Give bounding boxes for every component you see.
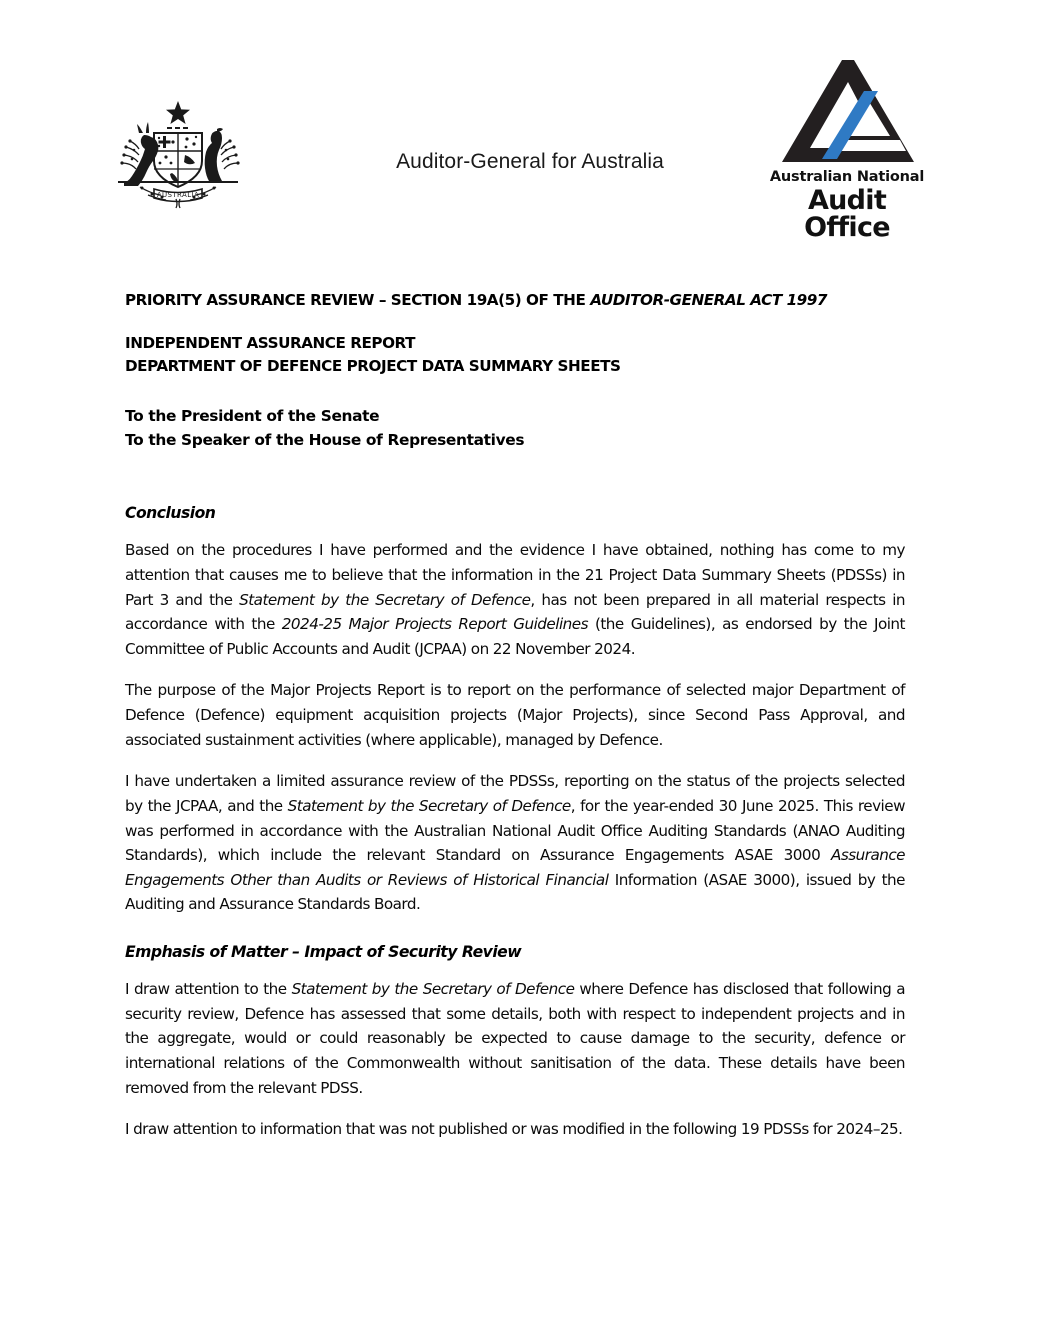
- conclusion-paragraph-3: [125, 769, 905, 917]
- document-title: [125, 290, 905, 311]
- conclusion-p1-italic-statement: Statement by the Secretary of Defence: [239, 590, 531, 609]
- conclusion-p3-italic-asae: Assurance Engagements Other than Audits or Reviews of Historical Financial: [125, 846, 905, 889]
- document-title-act: AUDITOR-GENERAL ACT 1997: [590, 291, 828, 309]
- conclusion-p1-italic-guidelines: 2024-25 Major Projects Report Guidelines: [281, 615, 588, 634]
- conclusion-heading: Conclusion: [125, 504, 216, 523]
- conclusion-p3-italic-statement: Statement by the Secretary of Defence: [287, 796, 571, 815]
- document-subtitle-line1: INDEPENDENT ASSURANCE REPORT: [125, 333, 416, 352]
- anao-wordmark: [762, 170, 932, 241]
- svg-text:AUSTRALIA: AUSTRALIA: [156, 191, 200, 199]
- emphasis-p1-seg3: where Defence has disclosed that following a security review, Defence has assessed that some details, both with respect to independent projects and in the aggregate, would or could reasonably be expected to cause damage to the security, defence or international relations of the Commonwealth without sanitisation of the data. These details have been removed from the relevant PDSS.: [125, 980, 905, 1097]
- emphasis-paragraph-1: [125, 977, 905, 1100]
- anao-logo: [762, 58, 932, 243]
- emphasis-p1-italic-statement: Statement by the Secretary of Defence: [291, 980, 575, 999]
- document-subtitle: [125, 332, 905, 378]
- conclusion-p1-seg1: Based on the procedures I have performed and the evidence I have obtained, nothing has come to my attention that causes me to believe that the information in the 21 Project Data Summary Sheets (PDSSs) in Part 3 and the: [125, 541, 905, 609]
- commonwealth-coat-of-arms-icon: [88, 95, 268, 210]
- conclusion-p3-seg1: I have undertaken a limited assurance review of the PDSSs, reporting on the status of the projects selected by the JCPAA, and the: [125, 772, 905, 815]
- emphasis-p1-seg1: I draw attention to the: [125, 980, 292, 999]
- document-masthead: [0, 0, 1037, 243]
- anao-triangle-logo-icon: [780, 58, 916, 170]
- document-title-prefix: PRIORITY ASSURANCE REVIEW – SECTION 19A(5) OF THE: [125, 291, 591, 309]
- conclusion-p3-seg3: , for the year-ended 30 June 2025. This review was performed in accordance with the Australian National Audit Office Auditing Standards (ANAO Auditing Standards), which include the relevant Standard on Assurance Engagements ASAE 3000: [125, 796, 905, 865]
- anao-wordmark-line1: Australian National: [769, 169, 925, 185]
- document-subtitle-line2: DEPARTMENT OF DEFENCE PROJECT DATA SUMMARY SHEETS: [125, 356, 621, 375]
- emphasis-paragraph-2: I draw attention to information that was not published or was modified in the following 19 PDSSs for 2024–25.: [125, 1120, 903, 1139]
- conclusion-p1-seg3: , has not been prepared in all material respects in accordance with the: [125, 590, 905, 634]
- conclusion-p1-seg5: (the Guidelines), as endorsed by the Joint Committee of Public Accounts and Audit (JCPAA) on 22 November 2024.: [125, 615, 905, 658]
- conclusion-paragraph-1: [125, 538, 905, 661]
- conclusion-p3-seg5: Information (ASAE 3000), issued by the Auditing and Assurance Standards Board.: [125, 870, 905, 914]
- document-title-block: [125, 290, 905, 452]
- conclusion-paragraph-2: The purpose of the Major Projects Report is to report on the performance of selected major Department of Defence (Defence) equipment acquisition projects (Major Projects), since Second Pass Approval, and associated sustainment activities (where applicable), managed by Defence.: [125, 681, 905, 749]
- addressee-block: [125, 404, 905, 453]
- addressee-president-senate: To the President of the Senate: [125, 406, 380, 425]
- document-content: [125, 290, 905, 1142]
- anao-wordmark-line2: Audit Office: [804, 184, 890, 243]
- emphasis-of-matter-heading: Emphasis of Matter – Impact of Security Review: [125, 943, 522, 962]
- addressee-speaker-house: To the Speaker of the House of Representatives: [125, 431, 525, 450]
- masthead-title: Auditor-General for Australia: [396, 150, 664, 173]
